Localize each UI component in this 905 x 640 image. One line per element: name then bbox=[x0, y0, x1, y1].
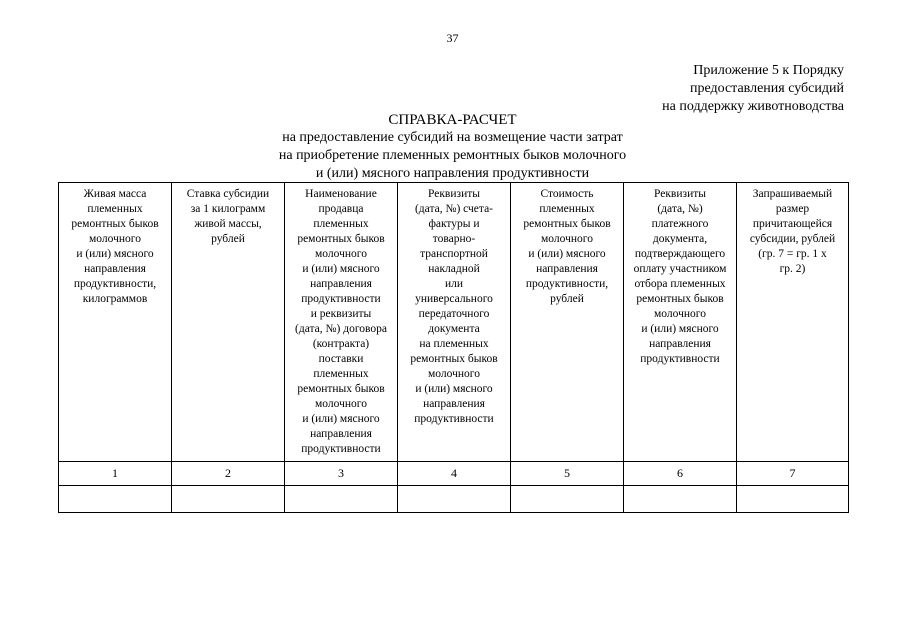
header-text-line: товарно- bbox=[432, 233, 476, 245]
header-text-line: Реквизиты bbox=[654, 188, 706, 200]
header-text-line: и (или) мясного bbox=[76, 248, 154, 260]
data-entry-cell[interactable] bbox=[511, 486, 624, 513]
header-text-line: поставки bbox=[318, 353, 364, 365]
header-text-line: за 1 килограмм bbox=[190, 203, 266, 215]
header-text-line: ремонтных быков bbox=[297, 233, 385, 245]
appendix-line: предоставления субсидий bbox=[689, 81, 844, 96]
header-text-line: Реквизиты bbox=[428, 188, 480, 200]
header-text-line: субсидии, рублей bbox=[749, 233, 836, 245]
header-text-line: оплату участником bbox=[633, 263, 727, 275]
header-text-line: причитающейся bbox=[752, 218, 833, 230]
header-text-line: ремонтных быков bbox=[523, 218, 611, 230]
header-text-line: (дата, №) договора bbox=[295, 323, 387, 335]
header-text-line: продуктивности, bbox=[525, 278, 609, 290]
appendix-line: Приложение 5 к Порядку bbox=[693, 63, 844, 78]
header-text-line: продавца bbox=[318, 203, 364, 215]
header-text-line: ремонтных быков bbox=[71, 218, 159, 230]
header-cell-invoice-details bbox=[398, 183, 511, 462]
header-text-line: молочного bbox=[315, 248, 367, 260]
header-text-line: и (или) мясного bbox=[302, 413, 380, 425]
data-entry-cell[interactable] bbox=[172, 486, 285, 513]
header-text-line: и (или) мясного bbox=[528, 248, 606, 260]
header-text-line: отбора племенных bbox=[634, 278, 726, 290]
header-text-line: (дата, №) счета- bbox=[414, 203, 494, 215]
document-title: СПРАВКА-РАСЧЕТ bbox=[388, 112, 517, 128]
header-text-line: подтверждающего bbox=[634, 248, 726, 260]
column-number: 6 bbox=[624, 462, 737, 486]
header-text-line: или bbox=[444, 278, 464, 290]
header-text-line: продуктивности bbox=[301, 293, 381, 305]
column-number: 1 bbox=[59, 462, 172, 486]
header-text-line: продуктивности bbox=[301, 443, 381, 455]
header-text-line: универсального bbox=[415, 293, 493, 305]
page-number: 37 bbox=[446, 31, 459, 45]
header-text-line: направления bbox=[649, 338, 711, 350]
header-cell-cost bbox=[511, 183, 624, 462]
header-text-line: продуктивности bbox=[640, 353, 720, 365]
header-text-line: и (или) мясного bbox=[302, 263, 380, 275]
calculation-table bbox=[58, 182, 849, 513]
header-text-line: накладной bbox=[428, 263, 480, 275]
header-cell-living-weight bbox=[59, 183, 172, 462]
header-text-line: документа bbox=[428, 323, 480, 335]
column-number: 3 bbox=[285, 462, 398, 486]
header-text-line: продуктивности, bbox=[73, 278, 157, 290]
header-text-line: Живая масса bbox=[83, 188, 147, 200]
header-text-line: ремонтных быков bbox=[410, 353, 498, 365]
subtitle-line: на предоставление субсидий на возмещение части затрат bbox=[282, 130, 623, 145]
appendix-reference bbox=[662, 62, 844, 116]
column-number-row bbox=[59, 462, 849, 486]
header-text-line: ремонтных быков bbox=[297, 383, 385, 395]
data-entry-cell[interactable] bbox=[59, 486, 172, 513]
header-text-line: племенных bbox=[87, 203, 143, 215]
header-text-line: и (или) мясного bbox=[415, 383, 493, 395]
header-text-line: транспортной bbox=[420, 248, 488, 260]
header-text-line: племенных bbox=[313, 368, 369, 380]
appendix-line: на поддержку животноводства bbox=[662, 99, 844, 114]
header-text-line: килограммов bbox=[82, 293, 148, 305]
data-entry-cell[interactable] bbox=[624, 486, 737, 513]
header-text-line: документа, bbox=[652, 233, 708, 245]
header-text-line: продуктивности bbox=[414, 413, 494, 425]
header-text-line: платежного bbox=[651, 218, 709, 230]
header-text-line: молочного bbox=[654, 308, 706, 320]
header-text-line: Наименование bbox=[305, 188, 377, 200]
header-text-line: направления bbox=[310, 428, 372, 440]
header-text-line: и реквизиты bbox=[310, 308, 372, 320]
column-number: 7 bbox=[737, 462, 849, 486]
header-text-line: и (или) мясного bbox=[641, 323, 719, 335]
header-text-line: направления bbox=[423, 398, 485, 410]
subtitle-line: на приобретение племенных ремонтных быков молочного bbox=[278, 148, 627, 163]
header-text-line: размер bbox=[775, 203, 810, 215]
header-text-line: (гр. 7 = гр. 1 x bbox=[758, 248, 827, 260]
header-text-line: молочного bbox=[89, 233, 141, 245]
header-text-line: направления bbox=[310, 278, 372, 290]
header-cell-payment-document bbox=[624, 183, 737, 462]
header-cell-subsidy-rate bbox=[172, 183, 285, 462]
header-cell-requested-subsidy bbox=[737, 183, 849, 462]
document-subtitle bbox=[0, 129, 905, 183]
data-entry-cell[interactable] bbox=[737, 486, 849, 513]
header-text-line: направления bbox=[84, 263, 146, 275]
header-text-line: племенных bbox=[539, 203, 595, 215]
column-number: 4 bbox=[398, 462, 511, 486]
header-text-line: рублей bbox=[211, 233, 245, 245]
header-text-line: молочного bbox=[428, 368, 480, 380]
subtitle-line: и (или) мясного направления продуктивности bbox=[315, 166, 590, 181]
header-text-line: Стоимость bbox=[540, 188, 594, 200]
header-text-line: молочного bbox=[541, 233, 593, 245]
header-text-line: живой массы, bbox=[194, 218, 262, 230]
header-row bbox=[59, 183, 849, 462]
header-text-line: (дата, №) bbox=[657, 203, 703, 215]
header-text-line: передаточного bbox=[418, 308, 490, 320]
column-number: 5 bbox=[511, 462, 624, 486]
header-text-line: молочного bbox=[315, 398, 367, 410]
column-number: 2 bbox=[172, 462, 285, 486]
header-text-line: племенных bbox=[313, 218, 369, 230]
header-text-line: гр. 2) bbox=[779, 263, 806, 275]
data-entry-row bbox=[59, 486, 849, 513]
header-cell-seller-contract bbox=[285, 183, 398, 462]
data-entry-cell[interactable] bbox=[285, 486, 398, 513]
header-text-line: Запрашиваемый bbox=[752, 188, 833, 200]
data-entry-cell[interactable] bbox=[398, 486, 511, 513]
header-text-line: рублей bbox=[550, 293, 584, 305]
header-text-line: направления bbox=[536, 263, 598, 275]
header-text-line: (контракта) bbox=[312, 338, 370, 350]
header-text-line: на племенных bbox=[419, 338, 489, 350]
header-text-line: фактуры и bbox=[428, 218, 480, 230]
header-text-line: ремонтных быков bbox=[636, 293, 724, 305]
header-text-line: Ставка субсидии bbox=[186, 188, 270, 200]
